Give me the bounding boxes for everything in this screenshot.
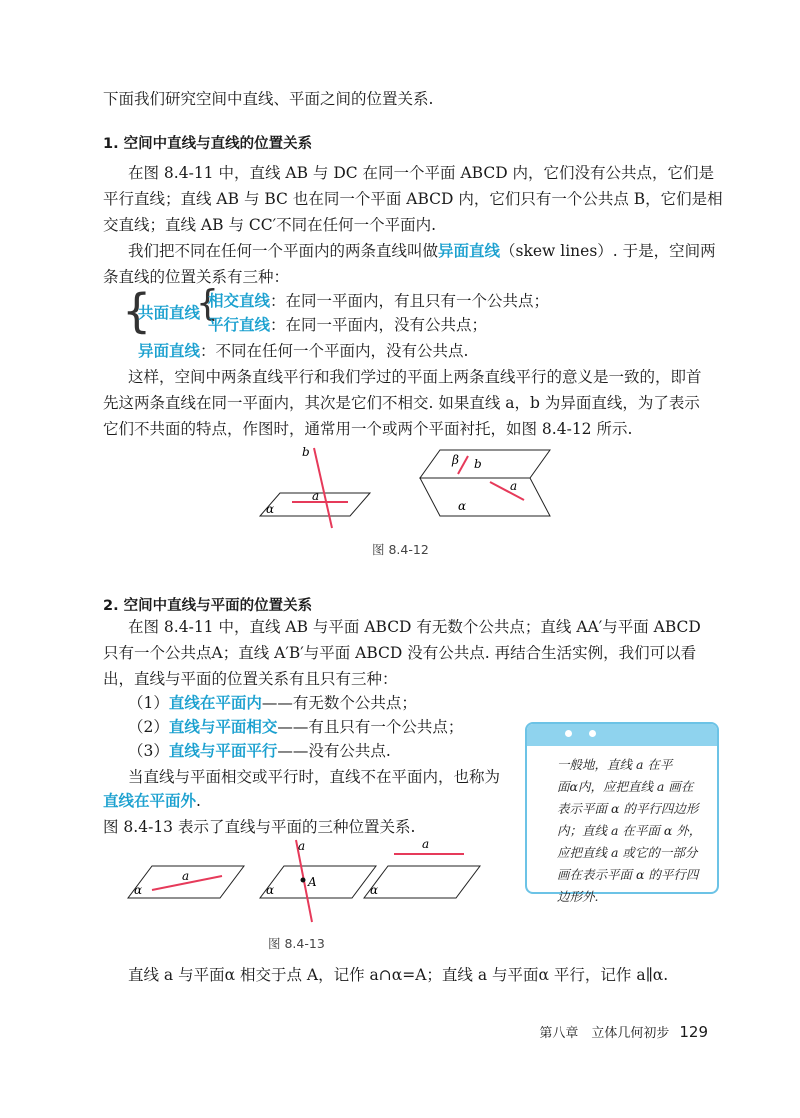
parallel-desc: ：在同一平面内，没有公共点；: [270, 316, 488, 334]
sec2-p3: 图 8.4-13 表示了直线与平面的三种位置关系.: [103, 818, 416, 836]
note-dot: [565, 730, 572, 737]
item-1-desc: ——有无数个公共点；: [261, 694, 417, 712]
label-alpha-right: α: [458, 499, 467, 513]
note-line: 表示平面 α 的平行四边形: [557, 801, 699, 816]
item-1-term: 直线在平面内: [168, 694, 262, 712]
plane-alpha-2: [260, 866, 379, 898]
sec2-p1-line2: 只有一个公共点A；直线 A′B′与平面 ABCD 没有公共点. 再结合生活实例，我们可以看: [103, 644, 697, 662]
note-line: 面α内，应把直线 a 画在: [557, 779, 694, 794]
fig12-left: [260, 445, 370, 528]
label-a-3: a: [422, 837, 430, 851]
outer-brace: {: [122, 284, 152, 338]
fig12-right: [420, 450, 550, 516]
sec1-p3-line3: 它们不共面的特点，作图时，通常用一个或两个平面衬托，如图 8.4-12 所示.: [103, 420, 633, 438]
inner-brace: {: [196, 283, 219, 324]
line-a-right: [490, 482, 524, 500]
item-1: [128, 690, 748, 716]
item-3-desc: ——没有公共点.: [277, 742, 391, 760]
label-b-right: b: [474, 457, 482, 471]
label-a-right: a: [510, 479, 518, 493]
plane-alpha-3: [364, 866, 480, 898]
label-alpha-2: α: [266, 883, 275, 897]
plane-alpha-right: [420, 478, 550, 516]
sec2-p1-line1: 在图 8.4-11 中，直线 AB 与平面 ABCD 有无数个公共点；直线 AA′与平面 ABCD: [128, 618, 701, 636]
sec1-p1-line3: 交直线；直线 AB 与 CC′不同在任何一个平面内.: [103, 216, 437, 234]
label-a-2: a: [298, 839, 306, 853]
sec1-p2-line1: [128, 238, 748, 264]
sec1-p3-line1: 这样，空间中两条直线平行和我们学过的平面上两条直线平行的意义是一致的，即首: [128, 368, 702, 386]
section1-title: 1. 空间中直线与直线的位置关系: [103, 136, 313, 152]
fig13-parallel: [364, 837, 480, 898]
note-line: 边形外.: [557, 889, 599, 904]
item-2-desc: ——有且只有一个公共点；: [277, 718, 464, 736]
term-outside-plane: 直线在平面外: [103, 792, 197, 810]
section2-title: 2. 空间中直线与平面的位置关系: [103, 598, 313, 614]
sec2-p1-line3: 出，直线与平面的位置关系有且只有三种：: [103, 670, 398, 688]
label-beta: β: [452, 453, 459, 467]
label-a-left: a: [312, 489, 320, 503]
figure-8-4-13: [122, 836, 502, 926]
label-alpha-left: α: [266, 502, 275, 516]
item-3-num: （3）: [128, 742, 169, 760]
page-footer: [539, 1022, 708, 1041]
label-b-left: b: [302, 445, 310, 459]
note-line: 内；直线 a 在平面 α 外，: [557, 823, 702, 838]
label-a-1: a: [182, 869, 190, 883]
note-header: [527, 724, 717, 746]
term-coplanar: 共面直线: [138, 304, 201, 322]
sec1-p1-line1: 在图 8.4-11 中，直线 AB 与 DC 在同一个平面 ABCD 内，它们没有公共点，它们是: [128, 164, 715, 182]
item-2-num: （2）: [128, 718, 169, 736]
sec2-p2-end: .: [196, 792, 201, 810]
item-2-term: 直线与平面相交: [168, 718, 278, 736]
plane-beta: [420, 450, 550, 478]
intersecting-row: [208, 288, 800, 314]
term-intersecting: 相交直线: [208, 292, 271, 310]
label-alpha-3: α: [370, 883, 379, 897]
sec1-p3-line2: 先这两条直线在同一平面内，其次是它们不相交. 如果直线 a，b 为异面直线，为了表示: [103, 394, 700, 412]
note-line: 画在表示平面 α 的平行四: [557, 867, 699, 882]
sec2-p2-line1: 当直线与平面相交或平行时，直线不在平面内，也称为: [128, 768, 501, 786]
point-A: [301, 878, 306, 883]
term-parallel: 平行直线: [208, 316, 271, 334]
note-line: 应把直线 a 或它的一部分: [557, 845, 698, 860]
term-skew: 异面直线: [138, 342, 201, 360]
sec1-p2-line2: 条直线的位置关系有三种：: [103, 268, 290, 286]
sec1-p1-line2: 平行直线；直线 AB 与 BC 也在同一个平面 ABCD 内，它们只有一个公共点 B，它们是相: [103, 190, 723, 208]
figure-8-4-13-caption: 图 8.4-13: [268, 936, 325, 951]
side-note: [525, 722, 719, 904]
parallel-row: [208, 312, 800, 338]
intersecting-desc: ：在同一平面内，有且只有一个公共点；: [270, 292, 550, 310]
label-alpha-1: α: [134, 883, 143, 897]
term-skew-lines: 异面直线: [438, 242, 501, 260]
item-3-term: 直线与平面平行: [168, 742, 278, 760]
sec1-p2-text-b: （skew lines）. 于是，空间两: [500, 242, 716, 260]
intro-text: 下面我们研究空间中直线、平面之间的位置关系.: [103, 90, 434, 108]
page-number: 129: [679, 1023, 708, 1041]
skew-desc: ：不同在任何一个平面内，没有公共点.: [200, 342, 469, 360]
chapter-label: 第八章 立体几何初步: [539, 1026, 670, 1041]
sec2-last-line: 直线 a 与平面α 相交于点 A，记作 a∩α=A；直线 a 与平面α 平行，记作 a∥α.: [128, 966, 669, 984]
fig13-in-plane: [128, 866, 244, 898]
line-b-right: [458, 456, 468, 474]
item-1-num: （1）: [128, 694, 169, 712]
figure-8-4-12-caption: 图 8.4-12: [372, 542, 429, 557]
figure-8-4-12: [240, 438, 570, 538]
skew-row: [138, 338, 758, 364]
note-line: 一般地，直线 a 在平: [557, 757, 673, 772]
sec1-p2-text-a: 我们把不同在任何一个平面内的两条直线叫做: [128, 242, 439, 260]
note-body: [527, 746, 717, 908]
label-A: A: [308, 875, 317, 889]
note-dot: [589, 730, 596, 737]
fig13-intersect: [260, 839, 379, 922]
